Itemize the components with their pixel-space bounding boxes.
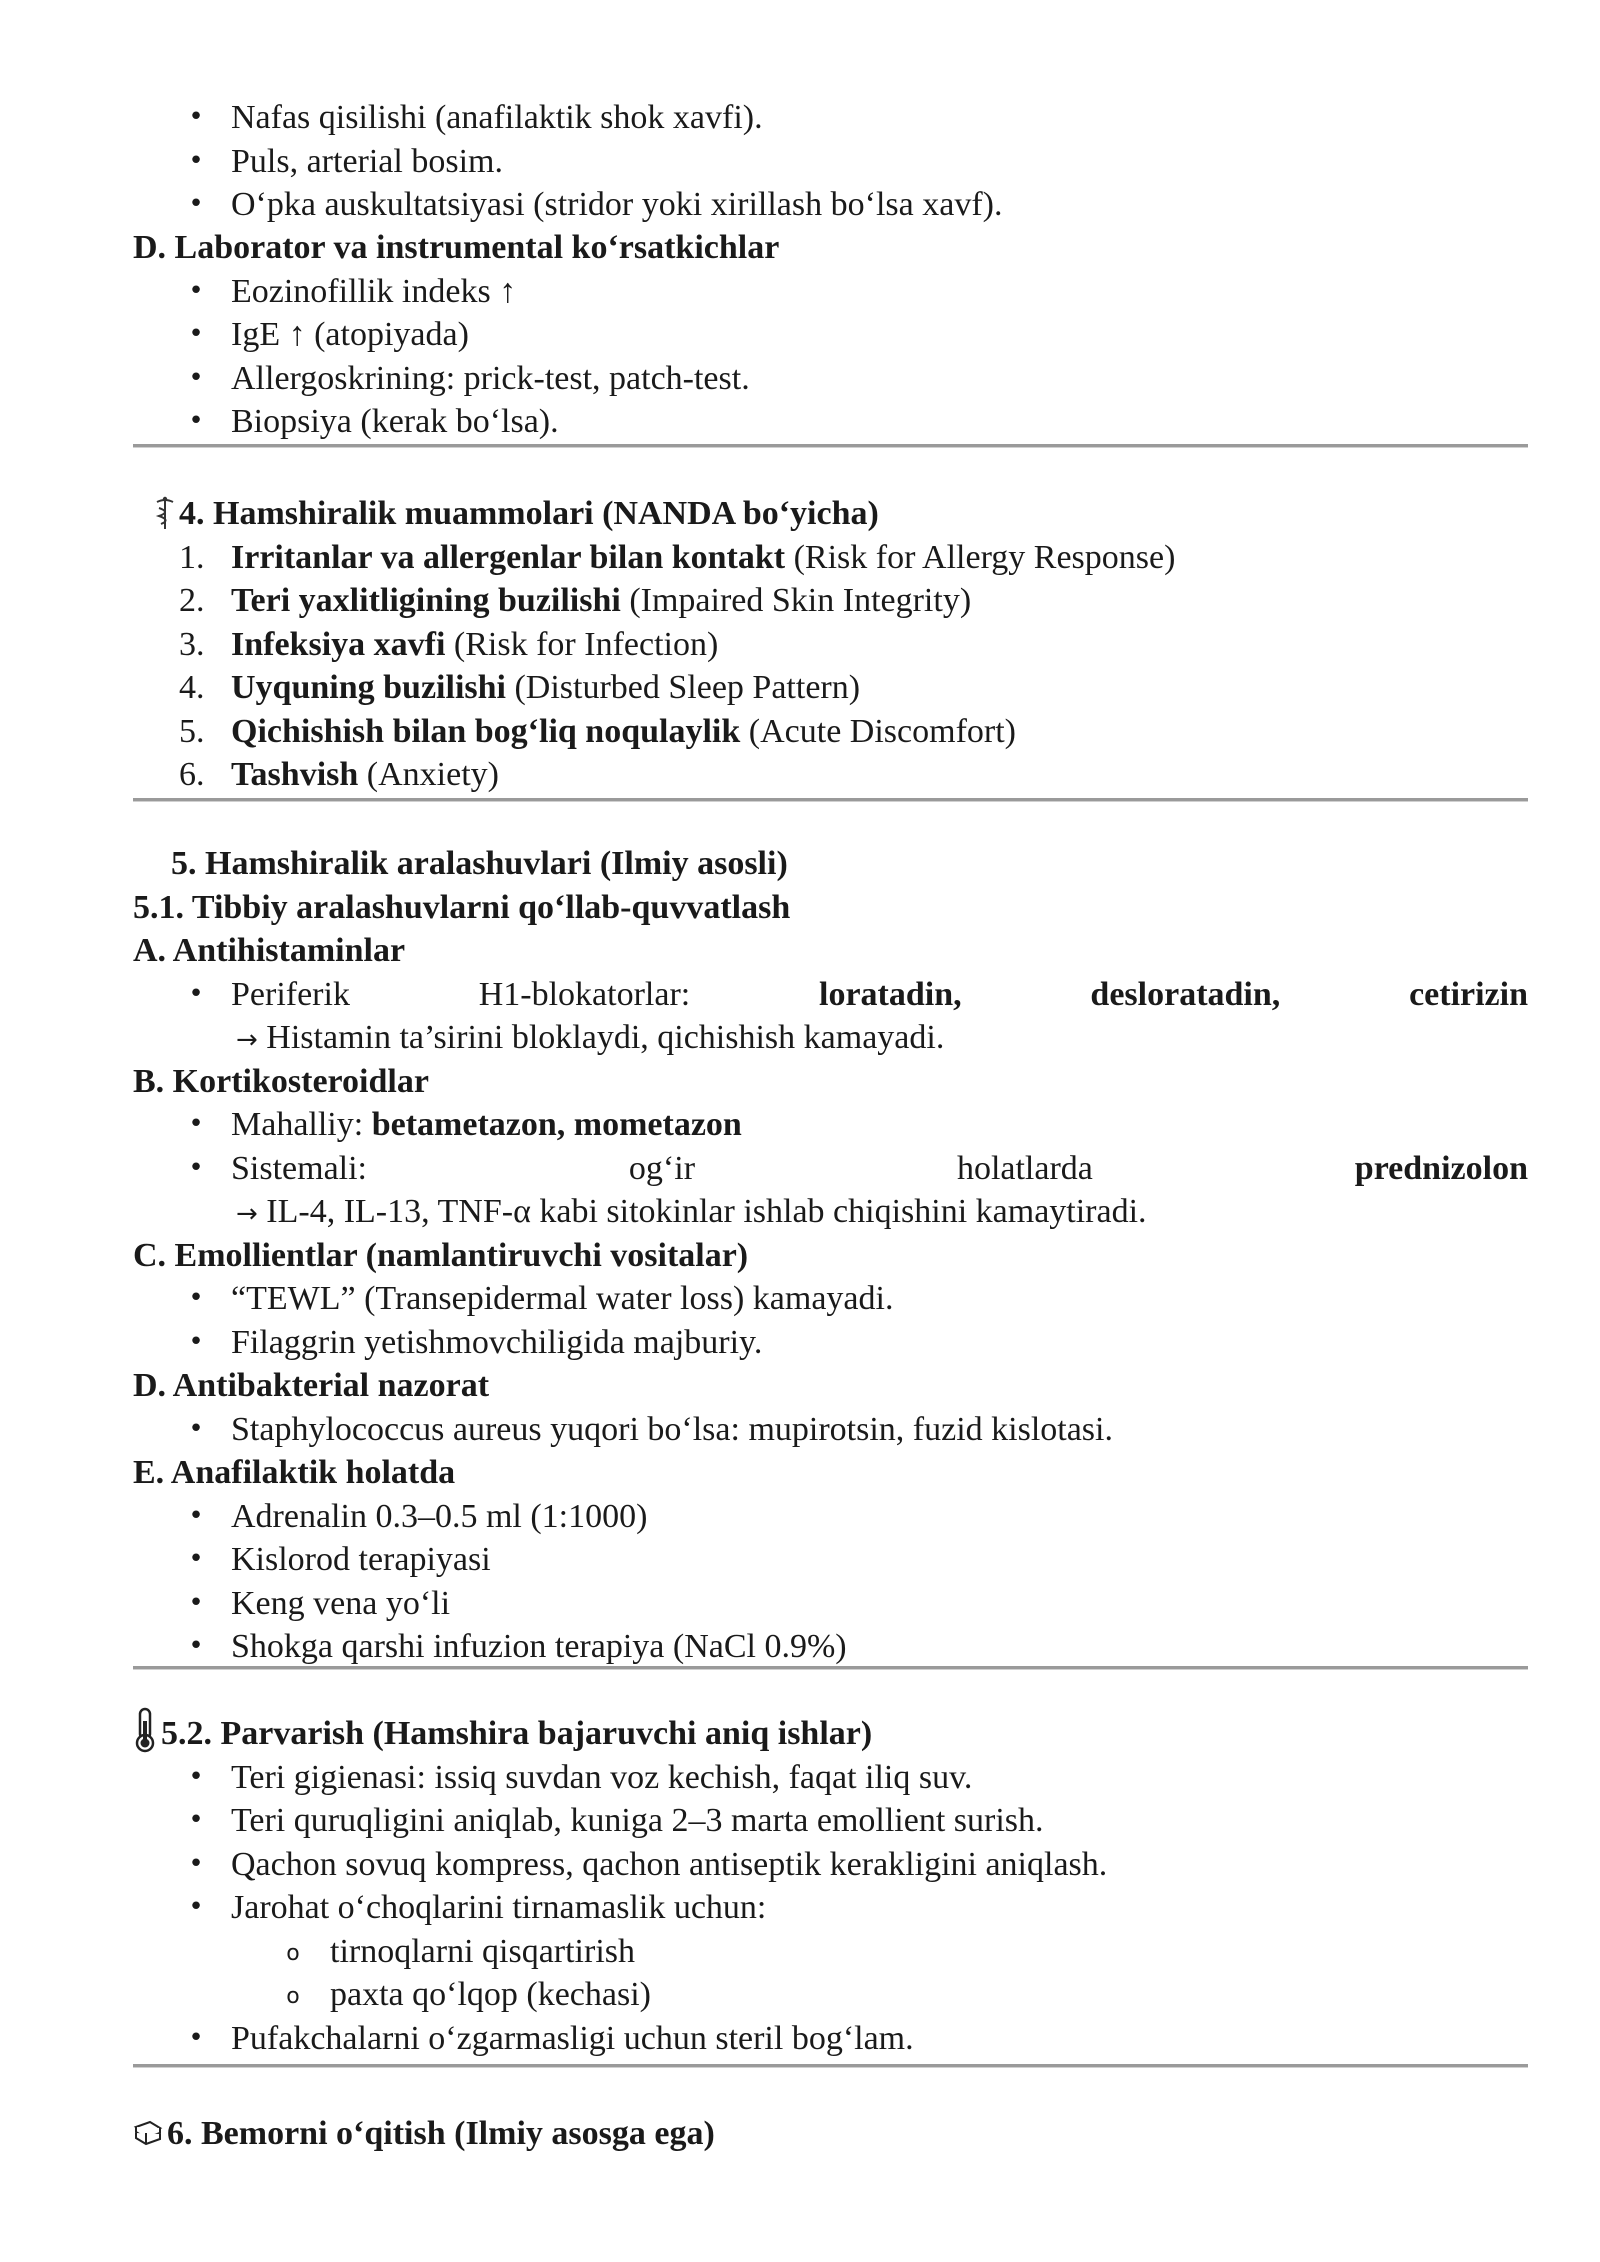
bullet-icon: • (188, 1283, 204, 1313)
list-item: • Mahalliy: betametazon, mometazon (133, 1103, 1528, 1147)
bullet-icon: • (188, 1413, 204, 1444)
bullet-icon: • (188, 1152, 204, 1183)
subsection-heading: 5.1. Tibbiy aralashuvlarni qo‘llab-quvvatlash (133, 888, 791, 926)
list-item: 2. Teri yaxlitligining buzilishi (Impaired Skin Integrity) (179, 582, 972, 619)
sub-list-item: o paxta qo‘lqop (kechasi) (133, 1973, 1528, 2017)
horizontal-rule (133, 444, 1528, 448)
group-heading: E. Anafilaktik holatda (133, 1454, 456, 1491)
bullet-icon: • (188, 102, 204, 132)
arrow-right-icon: → (236, 1025, 258, 1055)
list-item: • Kislorod terapiyasi (133, 1538, 1528, 1582)
bullet-icon: • (188, 1109, 204, 1139)
list-item: • Adrenalin 0.3–0.5 ml (1:1000) (133, 1495, 1528, 1539)
list-item: 3. Infeksiya xavfi (Risk for Infection) (179, 625, 719, 663)
horizontal-rule (133, 798, 1528, 802)
section-c-tail (133, 96, 1528, 227)
list-item: • “TEWL” (Transepidermal water loss) kamayadi. (133, 1277, 1528, 1321)
group-heading: C. Emollientlar (namlantiruvchi vositalar) (133, 1236, 749, 1274)
section-heading: 5.2. Parvarish (Hamshira bajaruvchi aniq ishlar) (133, 1712, 1528, 1756)
bullet-icon: • (188, 319, 204, 349)
list-item: • Puls, arterial bosim. (133, 140, 1528, 184)
arrow-right-icon: → (236, 1199, 258, 1229)
list-item: • Filaggrin yetishmovchiligida majburiy. (133, 1321, 1528, 1365)
list-item: • Teri quruqligini aniqlab, kuniga 2–3 marta emollient surish. (133, 1799, 1528, 1843)
bullet-icon: • (188, 1631, 204, 1661)
list-item: 1. Irritanlar va allergenlar bilan kontakt (Risk for Allergy Response) (179, 538, 1176, 576)
section-5 (133, 842, 1528, 1669)
section-heading: 6. Bemorni o‘qitish (Ilmiy asosga ega) (133, 2112, 1528, 2156)
bullet-icon: • (188, 1761, 204, 1792)
list-item: • Qachon sovuq kompress, qachon antiseptik kerakligini aniqlash. (133, 1843, 1528, 1887)
circle-bullet-icon: o (286, 1984, 300, 2009)
bullet-icon: • (188, 1500, 204, 1531)
bullet-icon: • (188, 1326, 204, 1357)
section-heading: D. Laborator va instrumental ko‘rsatkichlar (133, 229, 780, 266)
list-item: • Allergoskrining: prick-test, patch-test. (133, 357, 1528, 401)
bullet-icon: • (188, 1587, 204, 1618)
list-item: 5. Qichishish bilan bog‘liq noqulaylik (Acute Discomfort) (179, 712, 1016, 750)
section-d (133, 226, 1528, 444)
explanation-line: → Histamin ta’sirini bloklaydi, qichishish kamayadi. (236, 1019, 945, 1056)
list-item: • IgE ↑ (atopiyada) (133, 313, 1528, 357)
section-4 (133, 492, 1528, 797)
section-5-2 (133, 1712, 1528, 2060)
list-item: • Teri gigienasi: issiq suvdan voz kechish, faqat iliq suv. (133, 1756, 1528, 1800)
sub-list-item: o tirnoqlarni qisqartirish (133, 1930, 1528, 1974)
circle-bullet-icon: o (286, 1940, 300, 1966)
bullet-icon: • (188, 145, 204, 176)
list-item: • Shokga qarshi infuzion terapiya (NaCl 0.9%) (133, 1625, 1528, 1669)
bullet-icon: • (188, 406, 204, 436)
thermometer-icon (133, 1707, 157, 1753)
bullet-icon: • (188, 1848, 204, 1879)
section-heading: 4. Hamshiralik muammolari (NANDA bo‘yicha) (133, 492, 1528, 536)
list-item: • Staphylococcus aureus yuqori bo‘lsa: mupirotsin, fuzid kislotasi. (133, 1408, 1528, 1452)
group-heading: D. Antibakterial nazorat (133, 1367, 490, 1404)
bullet-icon: • (188, 275, 204, 306)
bullet-icon: • (188, 1805, 204, 1835)
bullet-icon: • (188, 1544, 204, 1574)
list-item: • Periferik H1-blokatorlar: loratadin, desloratadin, cetirizin (133, 973, 1528, 1017)
section-6 (133, 2112, 1528, 2156)
list-item: • Eozinofillik indeks ↑ (133, 270, 1528, 314)
section-heading: 5. Hamshiralik aralashuvlari (Ilmiy asosli) (171, 845, 788, 882)
list-item: 6. Tashvish (Anxiety) (179, 756, 499, 793)
bullet-icon: • (188, 2022, 204, 2053)
horizontal-rule (133, 2064, 1528, 2068)
bullet-icon: • (188, 362, 204, 393)
list-item: • Pufakchalarni o‘zgarmasligi uchun steril bog‘lam. (133, 2017, 1528, 2061)
bullet-icon: • (188, 1892, 204, 1922)
list-item: • Sistemali: og‘ir holatlarda prednizolon (133, 1147, 1528, 1191)
list-item: 4. Uyquning buzilishi (Disturbed Sleep Pattern) (179, 669, 861, 706)
horizontal-rule (133, 1666, 1528, 1670)
list-item: • Biopsiya (kerak bo‘lsa). (133, 400, 1528, 444)
group-heading: B. Kortikosteroidlar (133, 1062, 429, 1100)
list-item: • Keng vena yo‘li (133, 1582, 1528, 1626)
list-item: • Jarohat o‘choqlarini tirnamaslik uchun: (133, 1886, 1528, 1930)
books-icon (133, 2117, 163, 2147)
explanation-line: → IL-4, IL-13, TNF-α kabi sitokinlar ishlab chiqishini kamaytiradi. (236, 1193, 1147, 1230)
list-item: • O‘pka auskultatsiyasi (stridor yoki xirillash bo‘lsa xavf). (133, 183, 1528, 227)
bullet-icon: • (188, 189, 204, 219)
group-heading: A. Antihistaminlar (133, 932, 406, 969)
caduceus-icon (155, 496, 175, 530)
bullet-icon: • (188, 978, 204, 1009)
list-item: • Nafas qisilishi (anafilaktik shok xavfi). (133, 96, 1528, 140)
